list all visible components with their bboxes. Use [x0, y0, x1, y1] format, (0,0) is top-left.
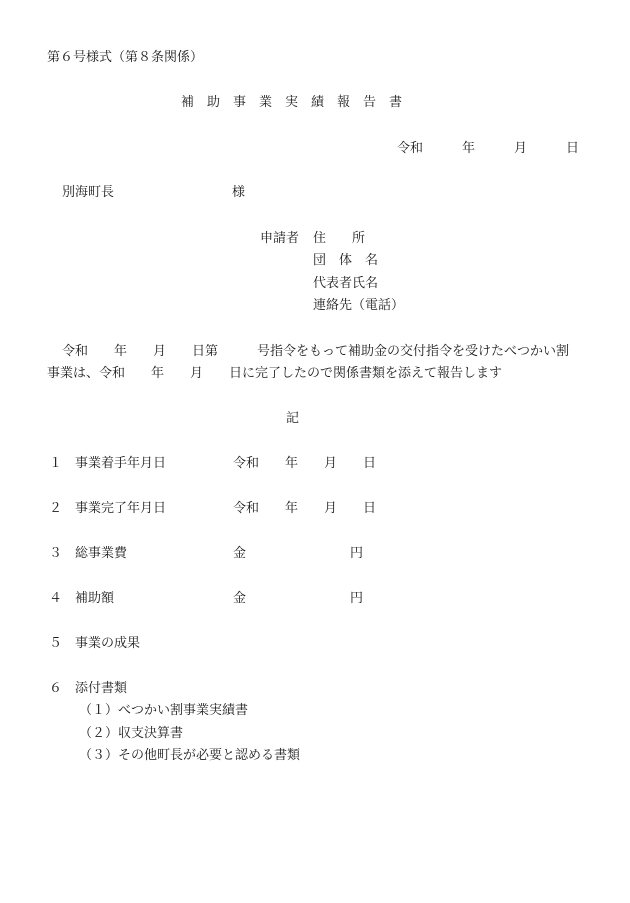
item-label: 補助額 [75, 591, 115, 606]
attachment-item: （２）収支決算書 [79, 726, 184, 741]
attachment-item: （１）べつかい割事業実績書 [79, 703, 249, 718]
item-value: 令和 年 月 日 [233, 501, 377, 516]
applicant-representative-label: 代表者氏名 [313, 276, 379, 291]
item-number: ６ [49, 681, 63, 696]
item-label: 添付書類 [75, 681, 128, 696]
item-label: 事業完了年月日 [75, 501, 167, 516]
item-label: 総事業費 [75, 546, 128, 561]
item-value: 金 円 [233, 546, 364, 561]
addressee-name: 別海町長 [62, 185, 115, 200]
item-label: 事業着手年月日 [75, 456, 167, 471]
document-title: 補 助 事 業 実 績 報 告 書 [181, 95, 403, 110]
item-value: 金 円 [233, 591, 364, 606]
applicant-address-label: 住 所 [313, 231, 366, 246]
attachment-item: （３）その他町長が必要と認める書類 [79, 748, 301, 763]
body-text-line: 事業は、令和 年 月 日に完了したので関係書類を添えて報告します [47, 366, 503, 381]
item-number: ４ [49, 591, 63, 606]
item-number: １ [49, 456, 63, 471]
applicant-organization-label: 団 体 名 [313, 253, 379, 268]
body-text-line: 令和 年 月 日第 号指令をもって補助金の交付指令を受けたべつかい割 [62, 344, 570, 359]
item-label: 事業の成果 [75, 636, 141, 651]
ki-heading: 記 [286, 411, 300, 426]
addressee-honorific: 様 [232, 185, 246, 200]
item-value: 令和 年 月 日 [233, 456, 377, 471]
form-number: 第６号様式（第８条関係） [47, 50, 204, 65]
item-number: ２ [49, 501, 63, 516]
applicant-contact-label: 連絡先（電話） [313, 298, 405, 313]
applicant-label: 申請者 [260, 231, 300, 246]
submission-date: 令和 年 月 日 [397, 141, 580, 156]
item-number: ５ [49, 636, 63, 651]
item-number: ３ [49, 546, 63, 561]
